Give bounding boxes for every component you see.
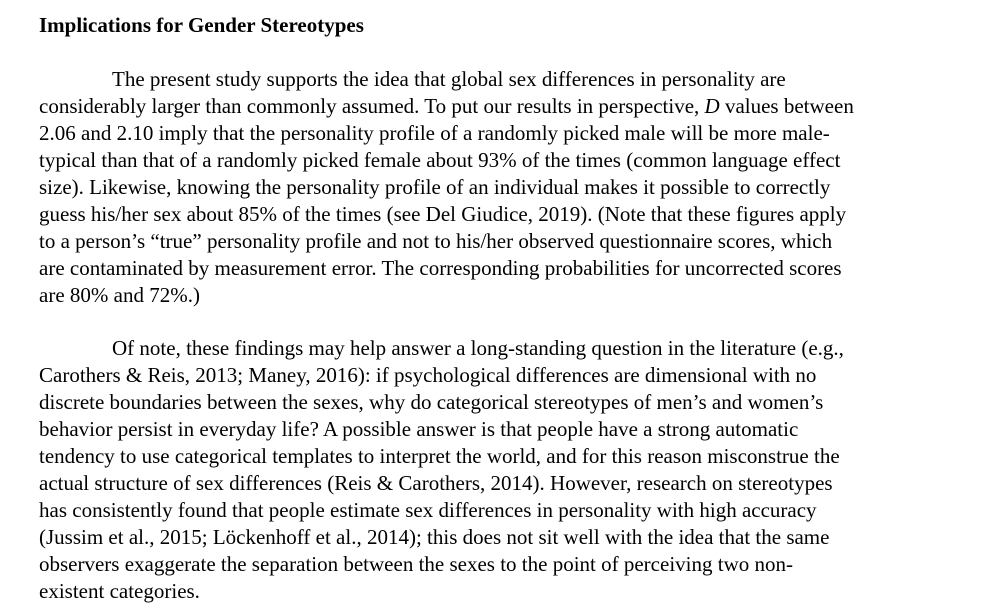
paragraph-1 (39, 66, 969, 309)
line-text: values between (724, 94, 854, 118)
paragraph-line: Of note, these findings may help answer a long-standing question in the literature (e.g., (112, 336, 844, 360)
paragraph-line: Carothers & Reis, 2013; Maney, 2016): if psychological differences are dimensional with no (39, 363, 817, 387)
paragraph-line: typical than that of a randomly picked female about 93% of the times (common language effect (39, 148, 841, 172)
paragraph-line: existent categories. (39, 579, 200, 603)
paragraph-line: The present study supports the idea that global sex differences in personality are (112, 67, 786, 91)
paragraph-line: behavior persist in everyday life? A possible answer is that people have a strong automatic (39, 417, 799, 441)
paragraph-line: (Jussim et al., 2015; Löckenhoff et al., 2014); this does not sit well with the idea that the same (39, 525, 830, 549)
section-heading: Implications for Gender Stereotypes (39, 13, 364, 37)
line-text: considerably larger than commonly assumed. To put our results in perspective, (39, 94, 705, 118)
paragraph-line: tendency to use categorical templates to interpret the world, and for this reason misconstrue the (39, 444, 840, 468)
paragraph-line: has consistently found that people estimate sex differences in personality with high accuracy (39, 498, 817, 522)
paragraph-line: discrete boundaries between the sexes, why do categorical stereotypes of men’s and women’s (39, 390, 824, 414)
paragraph-2 (39, 335, 969, 605)
paragraph-line: are 80% and 72%.) (39, 283, 200, 307)
spacer (39, 39, 969, 66)
italic-symbol: D (704, 94, 720, 118)
paragraph-line: guess his/her sex about 85% of the times (see Del Giudice, 2019). (Note that these figures apply (39, 202, 847, 226)
paragraph-line: actual structure of sex differences (Reis & Carothers, 2014). However, research on stereotypes (39, 471, 833, 495)
document-page (39, 12, 969, 605)
spacer (39, 309, 969, 335)
paragraph-line: size). Likewise, knowing the personality profile of an individual makes it possible to correctly (39, 175, 831, 199)
paragraph-line: are contaminated by measurement error. The corresponding probabilities for uncorrected scores (39, 256, 842, 280)
paragraph-line (39, 93, 969, 120)
paragraph-line: observers exaggerate the separation between the sexes to the point of perceiving two non- (39, 552, 793, 576)
paragraph-line: 2.06 and 2.10 imply that the personality profile of a randomly picked male will be more male- (39, 121, 830, 145)
paragraph-line: to a person’s “true” personality profile and not to his/her observed questionnaire scores, which (39, 229, 833, 253)
